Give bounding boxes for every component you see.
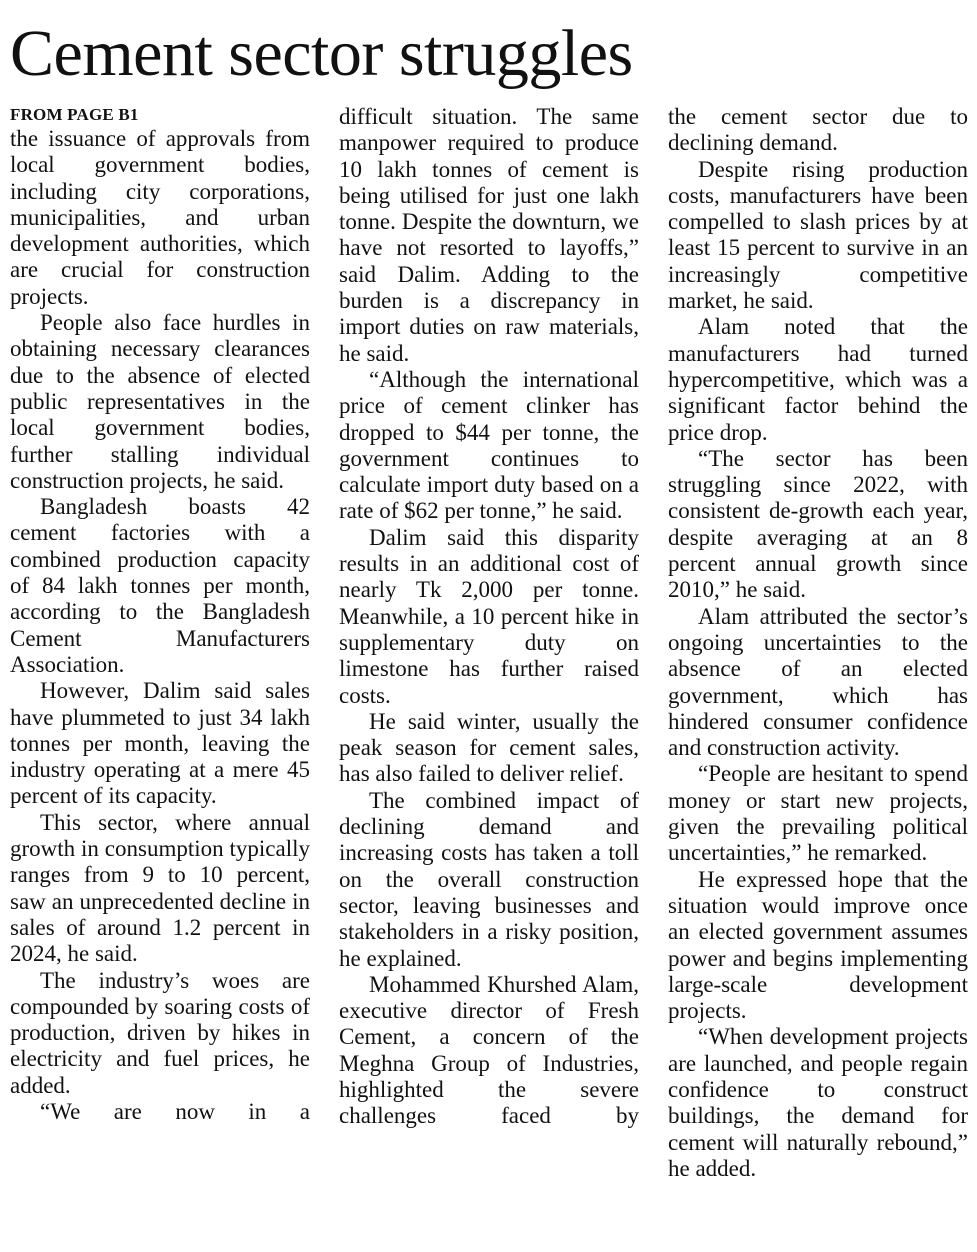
paragraph: “People are hesitant to spend money or start new projects, given the prevailing political uncertainties,” he remarked. — [668, 761, 968, 866]
paragraph: He expressed hope that the situation would improve once an elected government assumes power and begins implementing large-scale development projects. — [668, 866, 968, 1024]
paragraph: The combined impact of declining demand and increasing costs has taken a toll on the overall construction sector, leaving businesses and stakeholders in a risky position, he explained. — [339, 787, 639, 971]
article-column-3 — [668, 104, 968, 1246]
paragraph: the issuance of approvals from local government bodies, including city corporations, municipalities, and urban development authorities, which are crucial for construction projects. — [10, 126, 310, 309]
paragraph: People also face hurdles in obtaining necessary clearances due to the absence of elected public representatives in the local government bodies, further stalling individual construction projects, he said. — [10, 310, 310, 493]
paragraph: Dalim said this disparity results in an additional cost of nearly Tk 2,000 per tonne. Meanwhile, a 10 percent hike in supplementary duty on limestone has further raised costs. — [339, 524, 639, 708]
article-column-2 — [339, 104, 639, 1246]
paragraph: the cement sector due to declining demand. — [668, 104, 968, 156]
paragraph: Alam attributed the sector’s ongoing uncertainties to the absence of an elected government, which has hindered consumer confidence and construction activity. — [668, 603, 968, 761]
paragraph: “When development projects are launched, and people regain confidence to construct buildings, the demand for cement will naturally rebound,” he added. — [668, 1024, 968, 1181]
paragraph: “Although the international price of cement clinker has dropped to $44 per tonne, the government continues to calculate import duty based on a rate of $62 per tonne,” he said. — [339, 366, 639, 524]
paragraph: “We are now in a — [40, 1098, 310, 1124]
paragraph: Despite rising production costs, manufacturers have been compelled to slash prices by at least 15 percent to survive in an increasingly competitive market, he said. — [668, 156, 968, 314]
continuation-kicker: FROM PAGE B1 — [10, 105, 139, 124]
paragraph: However, Dalim said sales have plummeted to just 34 lakh tonnes per month, leaving the industry operating at a mere 45 percent of its capacity. — [10, 678, 310, 809]
paragraph: The industry’s woes are compounded by soaring costs of production, driven by hikes in electricity and fuel prices, he added. — [10, 967, 310, 1098]
paragraph: difficult situation. The same manpower required to produce 10 lakh tonnes of cement is being utilised for just one lakh tonne. Despite the downturn, we have not resorted to layoffs,” said Dalim. Adding to the burden is a discrepancy in import duties on raw materials, he said. — [339, 104, 639, 366]
paragraph: He said winter, usually the peak season for cement sales, has also failed to deliver relief. — [339, 708, 639, 787]
paragraph: “The sector has been struggling since 2022, with consistent de-growth each year, despite averaging at an 8 percent annual growth since 2010,” he said. — [668, 445, 968, 603]
headline: Cement sector struggles — [10, 17, 633, 90]
paragraph: Alam noted that the manufacturers had turned hypercompetitive, which was a significant factor behind the price drop. — [668, 314, 968, 445]
article-column-1 — [10, 104, 310, 1246]
paragraph: Mohammed Khurshed Alam, executive director of Fresh Cement, a concern of the Meghna Group of Industries, highlighted the severe challenges faced by — [339, 971, 639, 1129]
paragraph: Bangladesh boasts 42 cement factories with a combined production capacity of 84 lakh tonnes per month, according to the Bangladesh Cement Manufacturers Association. — [10, 494, 310, 677]
paragraph: This sector, where annual growth in consumption typically ranges from 9 to 10 percent, saw an unprecedented decline in sales of around 1.2 percent in 2024, he said. — [10, 809, 310, 967]
